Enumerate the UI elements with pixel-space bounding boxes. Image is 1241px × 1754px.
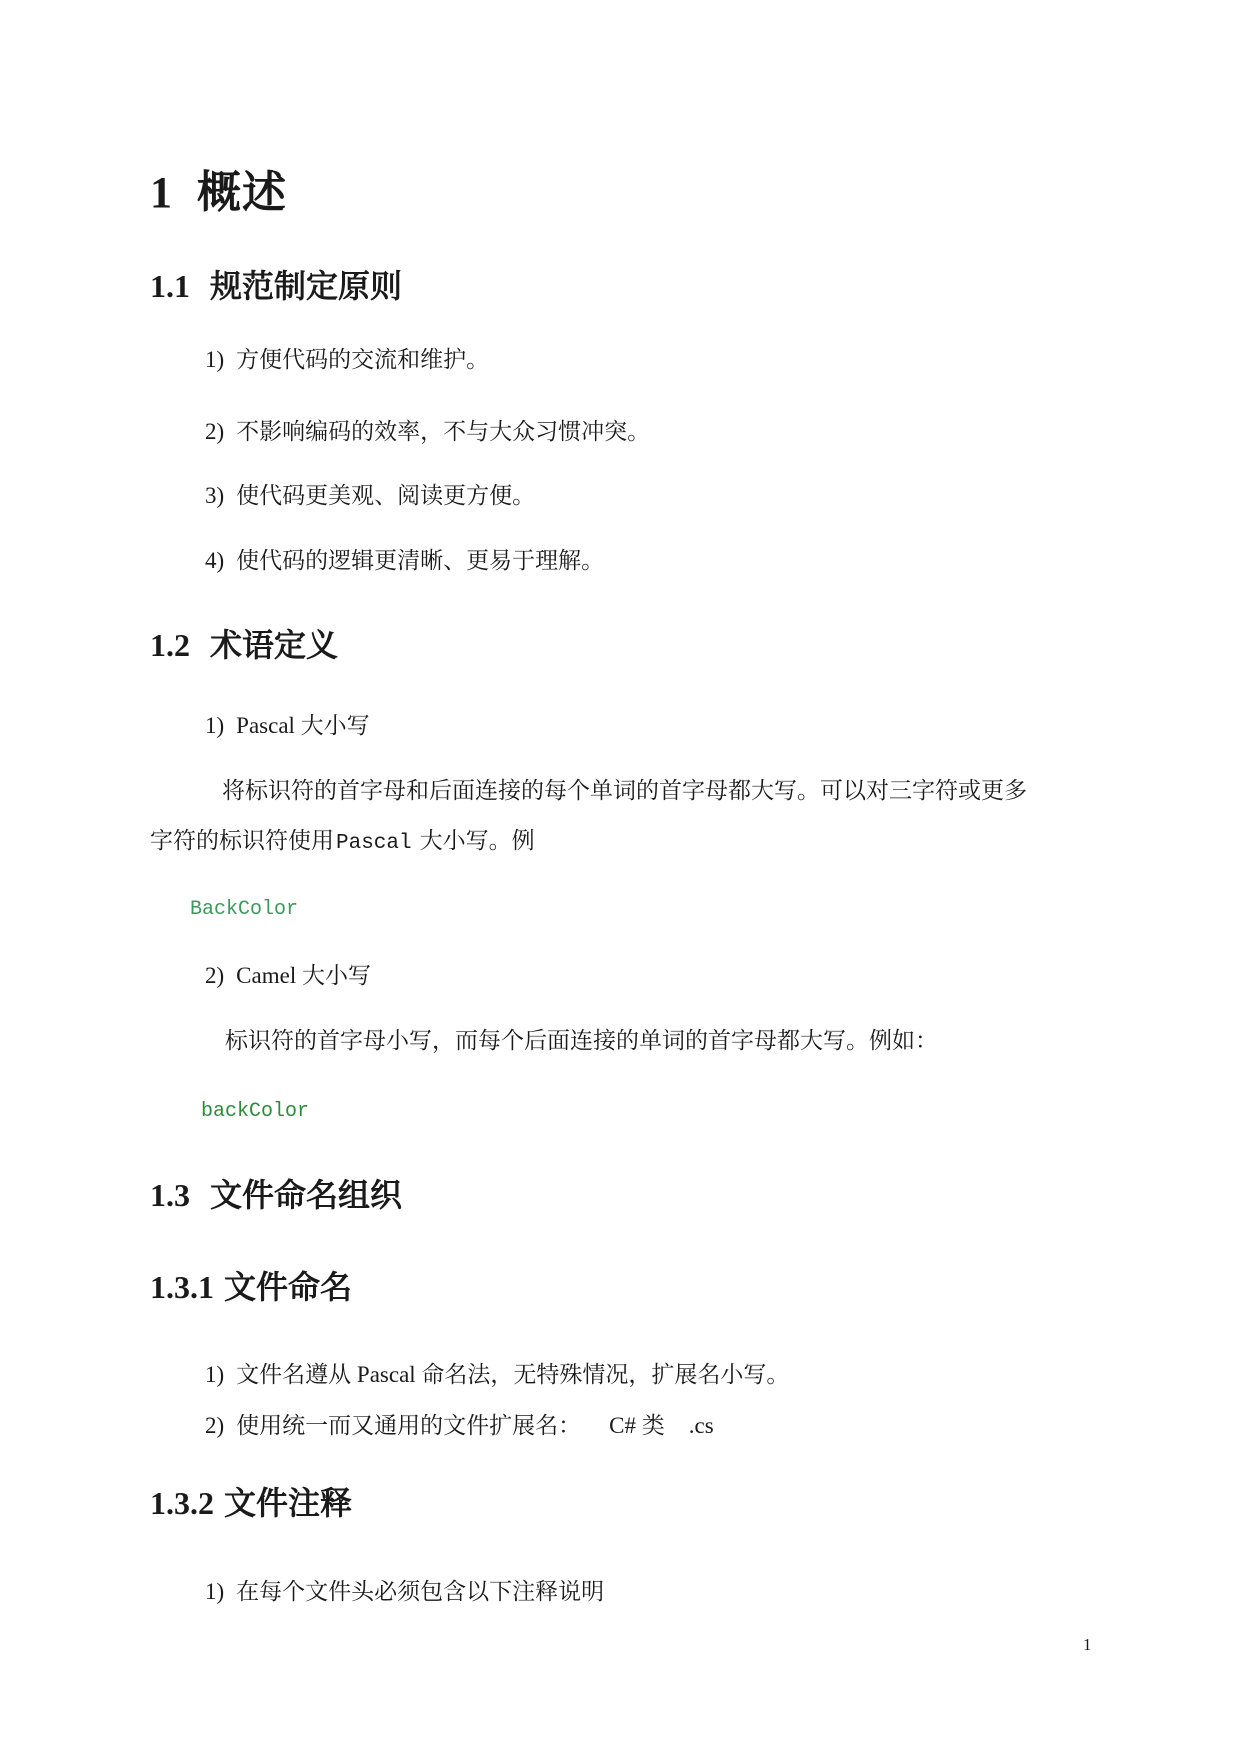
list-item-number: 1) xyxy=(205,713,225,738)
subsection-title: 文件命名 xyxy=(224,1269,353,1305)
term-label: Camel 大小写 xyxy=(236,963,371,988)
desc-text: 字符的标识符使用 xyxy=(150,828,334,853)
section-title: 术语定义 xyxy=(210,627,339,663)
extension-type: C# 类 xyxy=(609,1413,665,1438)
list-item-text: 使代码更美观、阅读更方便。 xyxy=(236,483,536,508)
pascal-description-line1: 将标识符的首字母和后面连接的每个单词的首字母都大写。可以对三字符或更多 xyxy=(222,778,1027,803)
list-item xyxy=(205,542,604,575)
pascal-example-code: BackColor xyxy=(190,898,299,921)
list-item xyxy=(205,1407,714,1440)
list-item-text: 使用统一而又通用的文件扩展名： xyxy=(236,1413,582,1438)
list-item-text: 不影响编码的效率，不与大众习惯冲突。 xyxy=(236,419,651,444)
desc-text: 大小写。例 xyxy=(419,828,535,853)
list-item-number: 4) xyxy=(205,548,225,573)
term-pascal xyxy=(205,707,370,740)
section-number: 1.1 xyxy=(150,268,190,304)
subsection-number: 1.3.2 xyxy=(150,1485,214,1521)
pascal-description-line2 xyxy=(150,822,535,855)
list-item xyxy=(205,341,489,374)
list-item-text: 在每个文件头必须包含以下注释说明 xyxy=(236,1579,605,1604)
camel-description: 标识符的首字母小写，而每个后面连接的单词的首字母都大写。例如： xyxy=(225,1028,938,1053)
list-item xyxy=(205,1356,789,1389)
subsection-heading-1-3-1 xyxy=(150,1262,352,1308)
section-number: 1.2 xyxy=(150,627,190,663)
list-item xyxy=(205,413,650,446)
subsection-heading-1-3-2 xyxy=(150,1478,352,1524)
section-heading-1-3 xyxy=(150,1170,402,1216)
camel-example-code: backColor xyxy=(201,1100,310,1123)
section-heading-1-2 xyxy=(150,620,338,666)
list-item-number: 1) xyxy=(205,1362,225,1387)
chapter-number: 1 xyxy=(150,168,173,217)
page-number: 1 xyxy=(1083,1635,1092,1654)
list-item xyxy=(205,477,535,510)
list-item-text: 方便代码的交流和维护。 xyxy=(236,347,490,372)
subsection-title: 文件注释 xyxy=(224,1485,353,1521)
list-item-number: 2) xyxy=(205,1413,225,1438)
list-item-number: 2) xyxy=(205,419,225,444)
term-camel xyxy=(205,957,371,990)
extension-value: .cs xyxy=(688,1413,714,1438)
section-title: 文件命名组织 xyxy=(210,1177,403,1213)
list-item-number: 1) xyxy=(205,1579,225,1604)
list-item-number: 2) xyxy=(205,963,225,988)
term-label: Pascal 大小写 xyxy=(236,713,370,738)
subsection-number: 1.3.1 xyxy=(150,1269,214,1305)
list-item-text: 文件名遵从 Pascal 命名法，无特殊情况，扩展名小写。 xyxy=(236,1362,790,1387)
section-title: 规范制定原则 xyxy=(210,268,403,304)
chapter-title: 概述 xyxy=(197,168,287,217)
list-item-text: 使代码的逻辑更清晰、更易于理解。 xyxy=(236,548,605,573)
list-item xyxy=(205,1573,604,1606)
list-item-number: 1) xyxy=(205,347,225,372)
section-heading-1-1 xyxy=(150,261,402,307)
chapter-heading xyxy=(150,156,287,220)
desc-code-term: Pascal xyxy=(336,832,412,855)
list-item-number: 3) xyxy=(205,483,225,508)
section-number: 1.3 xyxy=(150,1177,190,1213)
